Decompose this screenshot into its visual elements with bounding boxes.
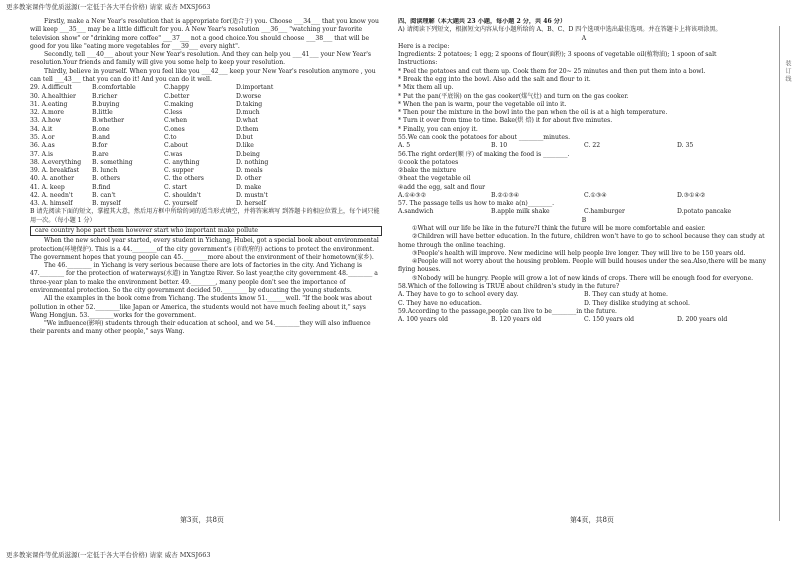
page-header: 更多教案课件等优质滋源(一定低于各大平台价格) 请家 威杏 MXSJ663 <box>6 3 211 11</box>
option: 36. <box>30 142 40 150</box>
option: C.less <box>164 109 183 117</box>
cloze-question-row <box>30 109 382 117</box>
option: C.about <box>164 142 188 150</box>
question-59: 59.According to the passage,people can live to be________in the future. <box>398 307 617 315</box>
option: B. lunch <box>92 167 118 175</box>
option: D. meals <box>236 167 263 175</box>
option: C. shouldn't <box>164 191 201 199</box>
option-cell <box>30 101 92 109</box>
question-56: 56.The right order(顺 序) of making the food is ________. <box>398 150 570 158</box>
option-cell <box>30 134 92 142</box>
recipe-intro: Here is a recipe: <box>398 42 450 50</box>
option-cell <box>30 93 92 101</box>
option: 30. <box>30 92 40 100</box>
option: B.and <box>92 133 110 141</box>
q56-step: ①cook the potatoes <box>398 158 459 166</box>
option-label: A. another <box>41 175 75 183</box>
recipe-step: * Mix them all up. <box>398 84 454 92</box>
option: B. others <box>92 175 121 183</box>
recipe-instructions-label: Instructions: <box>398 59 438 67</box>
word-box: care country hope part them however start who important make pollute <box>30 226 382 236</box>
option: B.comfortable <box>92 84 136 92</box>
left-column <box>30 18 382 547</box>
option-cell <box>30 184 92 192</box>
passage-b-point-2: ②Children will have better education. In the future, children won't have to go to school because they can study at home through the online teaching. <box>398 233 765 249</box>
binding-line <box>779 26 780 521</box>
section-b-instruction: B 请先阅读下面的短文，掌握其大意，然后用方框中所给的词的适当形式填空，并将答案填写 到答题卡的相应位置上，每个词只能用一次。（每小题 1 分） <box>30 208 380 224</box>
option-label: A.more <box>41 109 64 117</box>
passage-b-title: B <box>581 216 587 224</box>
cloze-paragraph-2: Secondly, tell ___40___ about your New Year's resolution. And they can help you ___41___ your New Year's resolution.Your friends and family will give you some help to keep your resolution. <box>30 51 372 67</box>
recipe-ingredients: Ingredients: 2 potatoes; 1 egg; 2 spoons of flour(面粉); 3 spoons of vegetable oil(植物油); 1 spoon of salt <box>398 51 717 59</box>
option: 39. <box>30 167 40 175</box>
option-label: A.eating <box>41 100 68 108</box>
option: A. They have to go to school every day. <box>398 291 519 299</box>
option-cell <box>30 159 92 167</box>
recipe-step: * Then pour the mixture in the bowl into the pan when the oil is at a high temperature. <box>398 109 668 117</box>
option: A.①④③② <box>398 191 427 199</box>
option: A.sandwich <box>398 208 434 216</box>
question-59-options <box>398 316 770 324</box>
option: 37. <box>30 150 40 158</box>
cloze-question-row <box>30 101 382 109</box>
passage-b-point-4: ④People will not worry about the housing problem. People will build houses under the sea.Also,there will be many flying houses. <box>398 258 766 274</box>
page-number-right: 第4页，共8页 <box>570 516 614 524</box>
page-footer: 更多教案课件等优质滋源(一定低于各大平台价格) 请家 威杏 MXSJ663 <box>6 551 211 559</box>
option: C. 150 years old <box>584 316 635 324</box>
option-label: A. breakfast <box>41 167 80 175</box>
recipe-step: * Put the pan(平底锅) on the gas cooker(煤气灶) and turn on the gas cooker. <box>398 92 629 100</box>
passage-b-paragraph-2: The 46.________ in Yichang is very serious because there are lots of factories in the city. And Yichang is 47.________ for the protection of waterways(水道) in Yangtze River. So last year,the city government 48.________ a three-year plan to make the environment better. 49.________, many people don't see the importance of environmental protection. So the city government decided 50.________ by educating the young students. <box>30 262 378 294</box>
option-label: A.it <box>41 125 53 133</box>
cloze-question-row <box>30 117 382 125</box>
option: B. They can study at home. <box>584 291 668 299</box>
option: B. 10 <box>491 142 508 150</box>
option: C. start <box>164 183 187 191</box>
option: C.better <box>164 92 190 100</box>
recipe-step: * Peel the potatoes and cut them up. Cook them for 20~ 25 minutes and then put them into a bowl. <box>398 67 706 75</box>
option-label: A.or <box>41 133 55 141</box>
option: D.potato pancake <box>677 208 732 216</box>
option: C.to <box>164 133 177 141</box>
option: B.one <box>92 125 110 133</box>
option: B.apple milk shake <box>491 208 550 216</box>
option: D. make <box>236 183 262 191</box>
option: C. 22 <box>584 142 601 150</box>
question-55-options <box>398 142 770 150</box>
option-label: A.how <box>41 117 61 125</box>
option-cell <box>30 117 92 125</box>
cloze-options-list <box>30 84 382 208</box>
q56-step: ④add the egg, salt and flour <box>398 183 486 191</box>
option-cell <box>30 84 92 92</box>
binding-edge-label: 装 订 线 <box>784 60 791 82</box>
cloze-paragraph-1: Firstly, make a New Year's resolution that is appropriate for(适合于) you. Choose ___34___ that you know you will keep ___35___ may be a little difficult for you. A New Year's resolution ___36___ "watching your favorite television show" or "drinking more coffee" ___37___ not a good choice.You should choose ___38___ that will be good for you like "eating more vegetables for ___39___ every night". <box>30 18 379 50</box>
q56-step: ③heat the vegetable oil <box>398 175 471 183</box>
question-57-options <box>398 208 770 216</box>
option: D.taking <box>236 100 263 108</box>
option-cell <box>30 151 92 159</box>
option: B.②①③④ <box>491 191 520 199</box>
cloze-question-row <box>30 167 382 175</box>
option: D.like <box>236 142 254 150</box>
option-label: A. needn't <box>41 191 74 199</box>
option-label: A.everything <box>41 158 82 166</box>
option: C. yourself <box>164 200 198 208</box>
option: 32. <box>30 109 40 117</box>
option: C.ones <box>164 125 185 133</box>
option: B. 120 years old <box>491 316 542 324</box>
passage-b-point-5: ⑤Nobody will be hungry. People will grow a lot of new kinds of crops. There will be enough food for everyone. <box>412 274 754 282</box>
option-label: A.is <box>41 150 54 158</box>
cloze-question-row <box>30 134 382 142</box>
option: B.find <box>92 183 111 191</box>
option: C. the others <box>164 175 204 183</box>
option-cell <box>30 175 92 183</box>
option: B.are <box>92 150 109 158</box>
question-55: 55.We can cook the potatoes for about ________minutes. <box>398 133 571 141</box>
question-58-options <box>398 291 770 308</box>
question-58: 58.Which of the following is TRUE about children's study in the future? <box>398 283 620 290</box>
option: 35. <box>30 133 40 141</box>
option: D. 35 <box>677 142 694 150</box>
option: C.was <box>164 150 183 158</box>
option: D.worse <box>236 92 262 100</box>
cloze-question-row <box>30 192 382 200</box>
option: C.hamburger <box>584 208 625 216</box>
option: D. 200 years old <box>677 316 728 324</box>
passage-b-paragraph-3: All the examples in the book come from Yichang. The students know 51.______well. "If the book was about pollution in other 52.________like Japan or America, the students would not have much feeling about it," says Wang Hongjun. 53.________works for the government. <box>30 295 372 319</box>
passage-b-point-1: ①What will our life be like in the future?I think the future will be more comfortable and easier. <box>412 225 706 233</box>
option: B. can't <box>92 191 116 199</box>
q56-step: ②bake the mixture <box>398 167 457 175</box>
question-57: 57. The passage tells us how to make a(n)________. <box>398 200 555 208</box>
section-title: 四、阅读理解（本大题共 23 小题，每小题 2 分，共 46 分） <box>398 18 566 25</box>
option-label: A. keep <box>41 183 65 191</box>
option: 41. <box>30 183 40 191</box>
option: C.①③④ <box>584 191 607 199</box>
cloze-question-row <box>30 84 382 92</box>
question-56-options <box>398 192 770 200</box>
recipe-step: * When the pan is warm, pour the vegetable oil into it. <box>398 100 567 108</box>
option: A. 100 years old <box>398 316 449 324</box>
passage-b-point-3: ③People's health will improve. New medicine will help people live longer. They will live to be 150 years old. <box>412 249 746 257</box>
option: D.③①④② <box>677 191 706 199</box>
cloze-question-row <box>30 159 382 167</box>
option-cell <box>30 192 92 200</box>
cloze-question-row <box>30 175 382 183</box>
option-label: A.difficult <box>41 84 72 92</box>
option: B.little <box>92 109 113 117</box>
option: C. They have no education. <box>398 299 482 307</box>
option: D.being <box>236 150 260 158</box>
passage-b-paragraph-4: "We influence(影响) students through their education at school, and we 54.________they will also influence their parents and many other people," says Wang. <box>30 320 371 336</box>
option: 33. <box>30 117 40 125</box>
passage-b-paragraph-1: When the new school year started, every student in Yichang, Hubei, got a special book about environmental protection(环境保护). This is a 44.________of the city government's (市政府的) actions to protect the environment. The government hopes that young people can 45.________more about the environment of their hometown(家乡). <box>30 237 379 261</box>
option: C. anything <box>164 158 200 166</box>
option: C.making <box>164 100 194 108</box>
option: 43. <box>30 200 40 208</box>
recipe-step: * Break the egg into the bowl. Also add the salt and flour to it. <box>398 75 591 83</box>
option-label: A.as <box>41 142 55 150</box>
option: 42. <box>30 191 40 199</box>
option-cell <box>30 167 92 175</box>
option: D.what <box>236 117 258 125</box>
recipe-step: * Finally, you can enjoy it. <box>398 125 478 133</box>
option: C.happy <box>164 84 190 92</box>
option: D. nothing <box>236 158 269 166</box>
cloze-question-row <box>30 151 382 159</box>
option-label: A.healthier <box>41 92 76 100</box>
cloze-question-row <box>30 184 382 192</box>
option: C. supper <box>164 167 194 175</box>
option: D.important <box>236 84 274 92</box>
cloze-question-row <box>30 126 382 134</box>
option: 34. <box>30 125 40 133</box>
cloze-question-row <box>30 93 382 101</box>
option: D. herself <box>236 200 266 208</box>
option: B.for <box>92 142 108 150</box>
option: B.whether <box>92 117 125 125</box>
option: A. 5 <box>398 142 411 150</box>
option-cell <box>30 126 92 134</box>
option: 38. <box>30 158 40 166</box>
option: D.them <box>236 125 259 133</box>
option: D.much <box>236 109 260 117</box>
option: D.but <box>236 133 253 141</box>
option-cell <box>30 142 92 150</box>
option: D. They dislike studying at school. <box>584 299 690 307</box>
option: D. other <box>236 175 262 183</box>
option: 31. <box>30 100 40 108</box>
page-number-left: 第3页，共8页 <box>180 516 224 524</box>
option: 40. <box>30 175 40 183</box>
option: B.buying <box>92 100 120 108</box>
option: B. something <box>92 158 133 166</box>
option: B.richer <box>92 92 118 100</box>
option: D. mustn't <box>236 191 268 199</box>
right-column <box>398 18 770 547</box>
cloze-paragraph-3: Thirdly, believe in yourself. When you feel like you ___42___ keep your New Year's resolution anymore , you can tell ___43___ that you can do it! And you can do it well. <box>30 67 376 83</box>
option: C.when <box>164 117 188 125</box>
option: B. myself <box>92 200 121 208</box>
recipe-steps <box>398 68 770 134</box>
passage-a-title: A <box>581 34 587 42</box>
section-a-instruction: A) 请阅读下列短文，根据短文内容从每小题所给的 A、B、C、D 四个选项中选出最佳选项。并在答题卡上将该项涂黑。 <box>398 26 722 34</box>
option-label: A. himself <box>41 200 73 208</box>
recipe-step: * Turn it over from time to time. Bake(烘 焙) it for about five minutes. <box>398 117 613 125</box>
option: 29. <box>30 84 40 92</box>
cloze-question-row <box>30 142 382 150</box>
option-cell <box>30 109 92 117</box>
